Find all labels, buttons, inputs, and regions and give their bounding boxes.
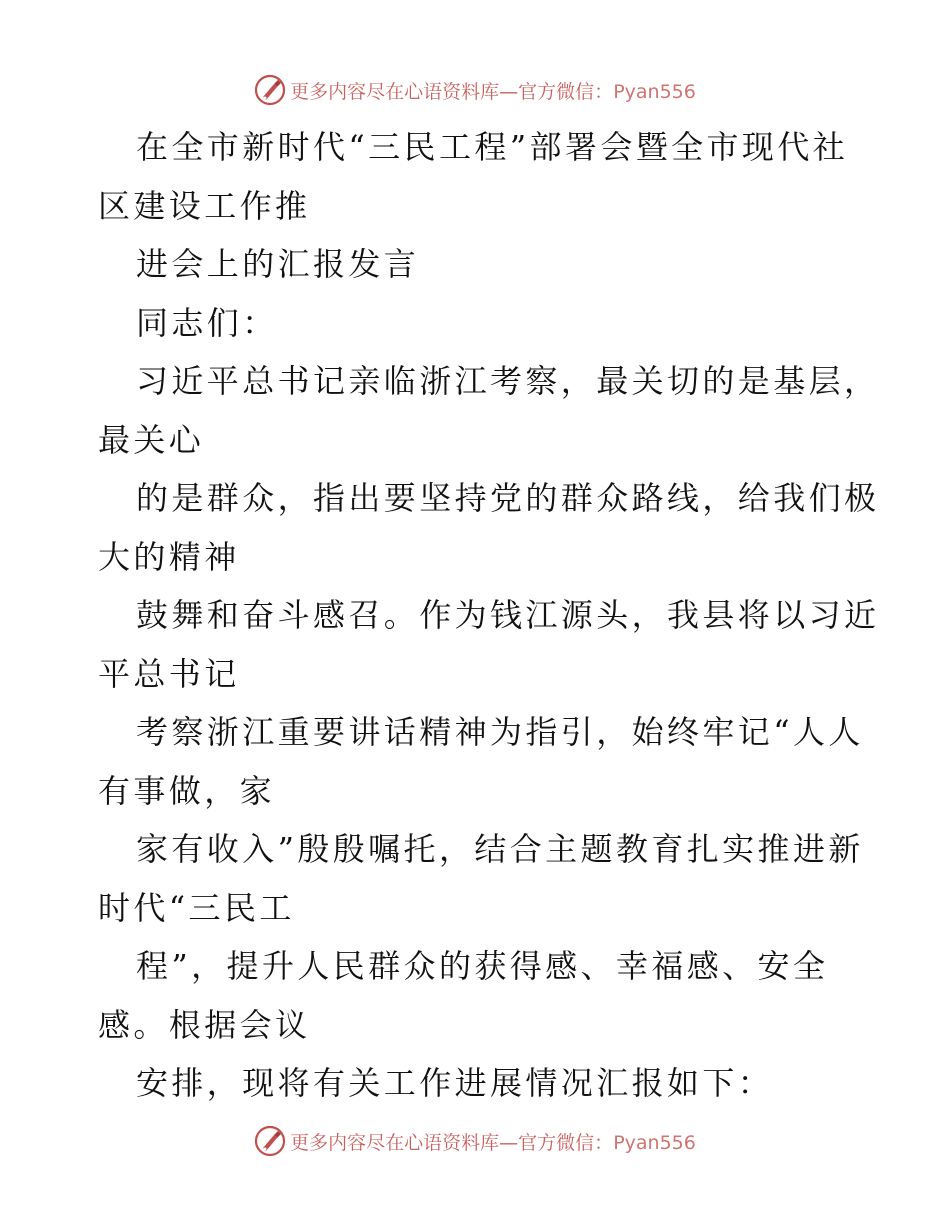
header-watermark — [0, 70, 950, 110]
watermark-main-text: 更多内容尽在心语资料库 — [290, 80, 500, 103]
text-line: 区建设工作推 — [98, 186, 311, 225]
text-line: 程”，提升人民群众的获得感、幸福感、安全 — [136, 947, 829, 985]
watermark-main-text: 更多内容尽在心语资料库 — [290, 1131, 500, 1154]
watermark-id: Pyan556 — [613, 80, 696, 103]
text-line: 安排，现将有关工作进展情况汇报如下： — [136, 1064, 774, 1102]
text-line: 习近平总书记亲临浙江考察，最关切的是基层， — [136, 362, 880, 400]
text-line: 的是群众，指出要坚持党的群众路线，给我们极 — [136, 479, 880, 517]
text-line: 大的精神 — [98, 537, 240, 576]
watermark-separator: — — [499, 1131, 519, 1154]
watermark-id: Pyan556 — [613, 1131, 696, 1154]
text-line: 最关心 — [98, 420, 205, 459]
text-line: 考察浙江重要讲话精神为指引，始终牢记“人人 — [136, 713, 864, 751]
text-line: 进会上的汇报发言 — [136, 245, 420, 283]
watermark-text — [290, 1128, 696, 1155]
watermark-text — [290, 77, 696, 104]
document-body — [98, 118, 880, 1113]
text-line: 有事做，家 — [98, 771, 276, 810]
footer-watermark — [0, 1121, 950, 1161]
text-line: 时代“三民工 — [98, 888, 295, 927]
text-line: 家有收入”殷殷嘱托，结合主题教育扎实推进新 — [136, 830, 864, 868]
text-line: 感。根据会议 — [98, 1005, 311, 1044]
pen-nib-logo-icon — [254, 1125, 286, 1157]
text-line: 在全市新时代“三民工程”部署会暨全市现代社 — [136, 128, 849, 166]
text-line: 平总书记 — [98, 654, 240, 693]
pen-nib-logo-icon — [254, 74, 286, 106]
text-line: 同志们： — [136, 303, 278, 342]
watermark-label: 官方微信： — [518, 80, 614, 103]
text-line: 鼓舞和奋斗感召。作为钱江源头，我县将以习近 — [136, 596, 880, 634]
watermark-separator: — — [499, 80, 519, 103]
watermark-label: 官方微信： — [518, 1131, 614, 1154]
